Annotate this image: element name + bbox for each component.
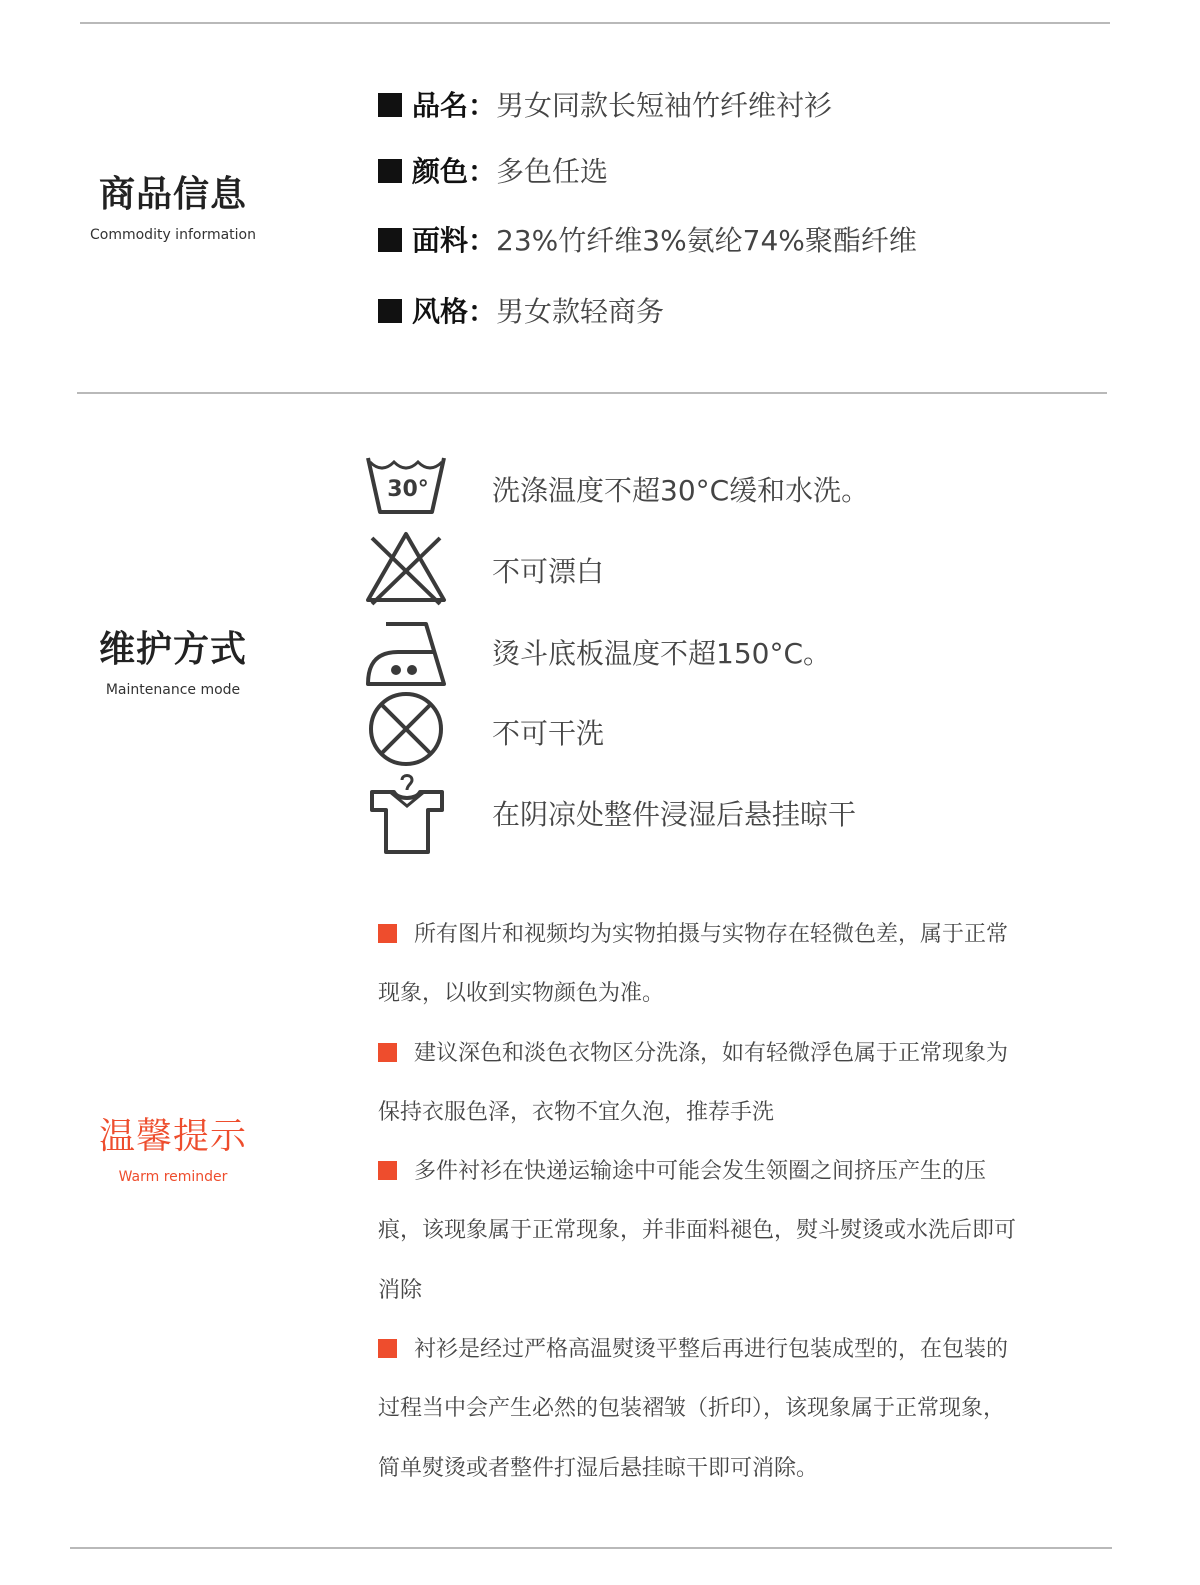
- info-row-color: [378, 150, 608, 190]
- info-value: 男女款轻商务: [496, 295, 665, 328]
- info-value: 多色任选: [496, 155, 609, 188]
- care-text-wash: 洗涤温度不超30°C缓和水洗。: [492, 474, 870, 507]
- red-square-icon: [378, 1339, 397, 1358]
- maintenance-title-cn: 维护方式: [98, 629, 247, 670]
- reminder-title-en: Warm reminder: [118, 1169, 228, 1185]
- reminder-note: [378, 905, 1018, 1024]
- info-row-style: [378, 290, 664, 330]
- reminder-note: [378, 1024, 1018, 1143]
- care-text-bleach: 不可漂白: [492, 555, 605, 588]
- info-row-name: [378, 84, 832, 124]
- info-label: 面料：: [412, 224, 497, 257]
- reminder-note-text: 建议深色和淡色衣物区分洗涤，如有轻微浮色属于正常现象为保持衣服色泽，衣物不宜久泡，推荐手洗: [378, 1040, 1009, 1125]
- reminder-note: [378, 1142, 1018, 1320]
- black-square-icon: [378, 93, 402, 117]
- commodity-section-title: [88, 166, 258, 243]
- black-square-icon: [378, 228, 402, 252]
- reminder-section-title: [88, 1108, 258, 1185]
- info-label: 风格：: [412, 295, 497, 328]
- wash-temp-label: 30°: [387, 477, 429, 502]
- red-square-icon: [378, 1161, 397, 1180]
- info-row-fabric: [378, 219, 917, 259]
- care-text-hang-dry: 在阴凉处整件浸湿后悬挂晾干: [492, 798, 857, 831]
- black-square-icon: [378, 159, 402, 183]
- reminder-note-text: 所有图片和视频均为实物拍摄与实物存在轻微色差，属于正常现象，以收到实物颜色为准。: [378, 922, 1009, 1007]
- red-square-icon: [378, 924, 397, 943]
- hang-dry-icon: [364, 770, 448, 854]
- bottom-divider: [70, 1547, 1112, 1549]
- info-value: 男女同款长短袖竹纤维衬衫: [496, 89, 833, 122]
- info-label: 颜色：: [412, 155, 497, 188]
- commodity-title-cn: 商品信息: [98, 174, 247, 215]
- reminder-notes: [378, 905, 1018, 1498]
- wash-30-icon: [364, 450, 448, 534]
- info-label: 品名：: [412, 89, 497, 122]
- care-text-dry-clean: 不可干洗: [492, 717, 605, 750]
- black-square-icon: [378, 299, 402, 323]
- reminder-note-text: 衬衫是经过严格高温熨烫平整后再进行包装成型的，在包装的过程当中会产生必然的包装褶皱（折印），该现象属于正常现象，简单熨烫或者整件打湿后悬挂晾干即可消除。: [378, 1337, 1009, 1481]
- no-dry-clean-icon: [364, 687, 448, 771]
- no-bleach-icon: [364, 528, 448, 612]
- reminder-title-cn: 温馨提示: [98, 1116, 247, 1157]
- red-square-icon: [378, 1043, 397, 1062]
- reminder-note: [378, 1320, 1018, 1498]
- top-divider: [80, 22, 1110, 24]
- care-text-iron: 烫斗底板温度不超150°C。: [492, 637, 831, 670]
- info-value: 23%竹纤维3%氨纶74%聚酯纤维: [496, 224, 917, 257]
- middle-divider: [77, 392, 1107, 394]
- maintenance-title-en: Maintenance mode: [105, 682, 241, 698]
- maintenance-section-title: [88, 621, 258, 698]
- commodity-title-en: Commodity information: [90, 227, 256, 243]
- reminder-note-text: 多件衬衫在快递运输途中可能会发生领圈之间挤压产生的压痕，该现象属于正常现象，并非面料褪色，熨斗熨烫或水洗后即可消除: [378, 1159, 1017, 1303]
- iron-icon: [364, 612, 448, 696]
